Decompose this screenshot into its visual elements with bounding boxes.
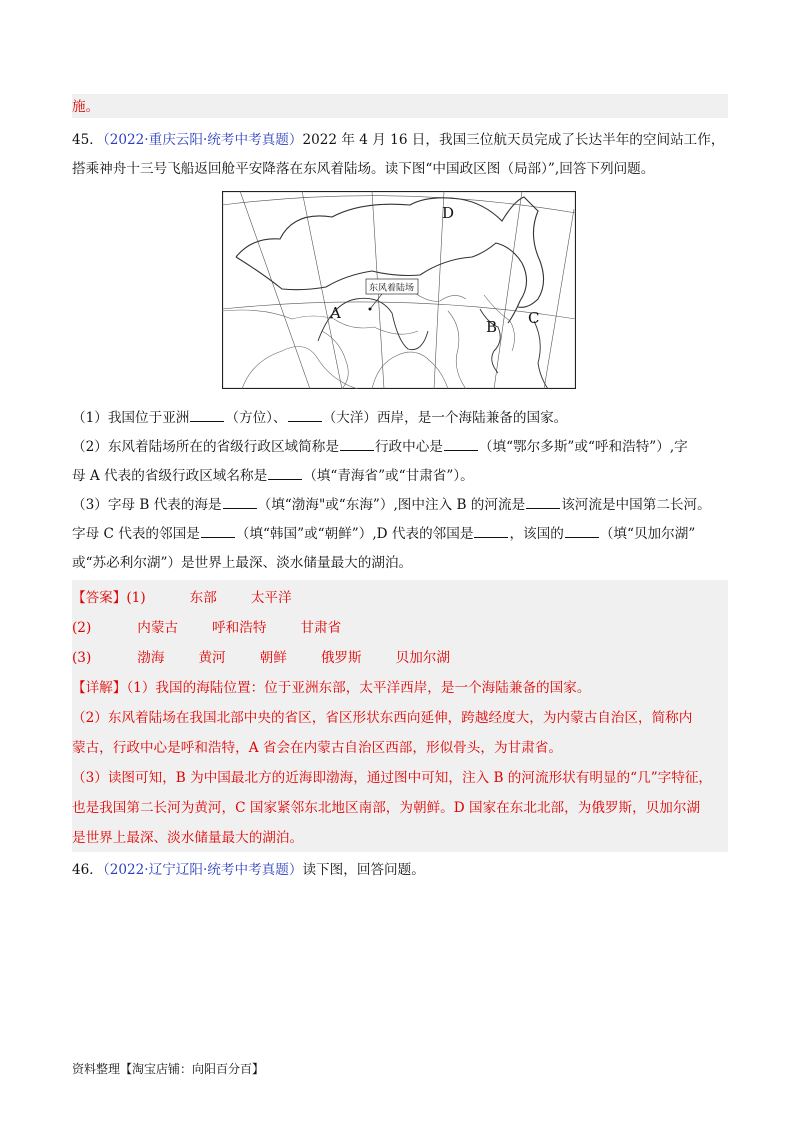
map-label-C: C [528, 309, 540, 327]
q45-stem-text1: 2022 年 4 月 16 日，我国三位航天员完成了长达半年的空间站工作， [302, 132, 725, 148]
detail-line5: 也是我国第二长河为黄河，C 国家紧邻东北地区南部，为朝鲜。D 国家在东北北部，为俄罗斯，贝加尔湖 [72, 800, 701, 816]
q45-part3-line2: 字母 C 代表的邻国是 （填“韩国”或“朝鲜”）,D 代表的邻国是 ，该国的 （填“贝加尔湖” [72, 526, 696, 542]
page-footer: 资料整理【淘宝店铺：向阳百分百】 [72, 1062, 265, 1076]
blank [474, 525, 508, 538]
landing-site-label: 东风着陆场 [369, 283, 415, 294]
q45-part2-line1: （2）东风着陆场所在的省级行政区域简称是 行政中心是 （填“鄂尔多斯”或“呼和浩特”）,字 [72, 439, 688, 455]
blank [565, 525, 599, 538]
blank [268, 467, 302, 480]
blank [444, 438, 478, 451]
prev-explanation-shade [72, 94, 728, 118]
q46-number: 46． [72, 862, 103, 878]
q45-part2-line2: 母 A 代表的省级行政区域名称是 （填“青海省”或“甘肃省”）。 [72, 468, 474, 484]
blank [201, 525, 235, 538]
blank [190, 409, 224, 422]
blank [223, 496, 257, 509]
blank [526, 496, 560, 509]
q46-source: （2022·辽宁辽阳·统考中考真题） [102, 862, 303, 878]
detail-label: 【详解】 [72, 680, 127, 696]
q45-part1: （1）我国位于亚洲 （方位）、 （大洋）西岸，是一个海陆兼备的国家。 [72, 410, 568, 426]
blank [340, 438, 374, 451]
q45-stem-line2: 搭乘神舟十三号飞船返回舱平安降落在东风着陆场。读下图“中国政区图（局部）”,回答下列问题。 [72, 161, 655, 177]
detail-line2: （2）东风着陆场在我国北部中央的省区，省区形状东西向延伸，跨越经度大，为内蒙古自治区，简称内 [72, 710, 693, 726]
blank [288, 409, 322, 422]
q45-source: （2022·重庆云阳·统考中考真题） [102, 132, 303, 148]
detail-line3: 蒙古，行政中心是呼和浩特，A 省会在内蒙古自治区西部，形似骨头，为甘肃省。 [72, 740, 562, 756]
map-label-A: A [330, 304, 341, 322]
answer-row-2: (2) 内蒙古 呼和浩特 甘肃省 [72, 620, 342, 636]
q46-stem: 46．（2022·辽宁辽阳·统考中考真题）读下图，回答问题。 [72, 862, 425, 878]
detail-line6: 是世界上最深、淡水储量最大的湖泊。 [72, 830, 304, 846]
answer-row-3: (3) 渤海 黄河 朝鲜 俄罗斯 贝加尔湖 [72, 650, 450, 666]
q45-part3-line3: 或“苏必利尔湖”）是世界上最深、淡水储量最大的湖泊。 [72, 555, 413, 571]
answer-label: 【答案】 [72, 590, 127, 606]
landing-site-dot [369, 308, 372, 311]
q45-number: 45． [72, 132, 103, 148]
prev-explanation-tail: 施。 [72, 99, 100, 115]
map-label-B: B [486, 318, 498, 336]
answer-row-1: 【答案】(1) 东部 太平洋 [72, 590, 292, 606]
q45-stem-line1 [72, 131, 724, 149]
map-label-D: D [442, 204, 455, 222]
detail-line1: 【详解】（1）我国的海陆位置：位于亚洲东部，太平洋西岸，是一个海陆兼备的国家。 [72, 680, 591, 696]
q45-part3-line1: （3）字母 B 代表的海是 （填“渤海"或“东海”）,图中注入 B 的河流是 该河流是中国第二长河。 [72, 497, 711, 513]
detail-line4: （3）读图可知，B 为中国最北方的近海即渤海，通过图中可知，注入 B 的河流形状有明显的“几”字特征， [72, 770, 713, 786]
china-political-map-figure [222, 191, 576, 389]
